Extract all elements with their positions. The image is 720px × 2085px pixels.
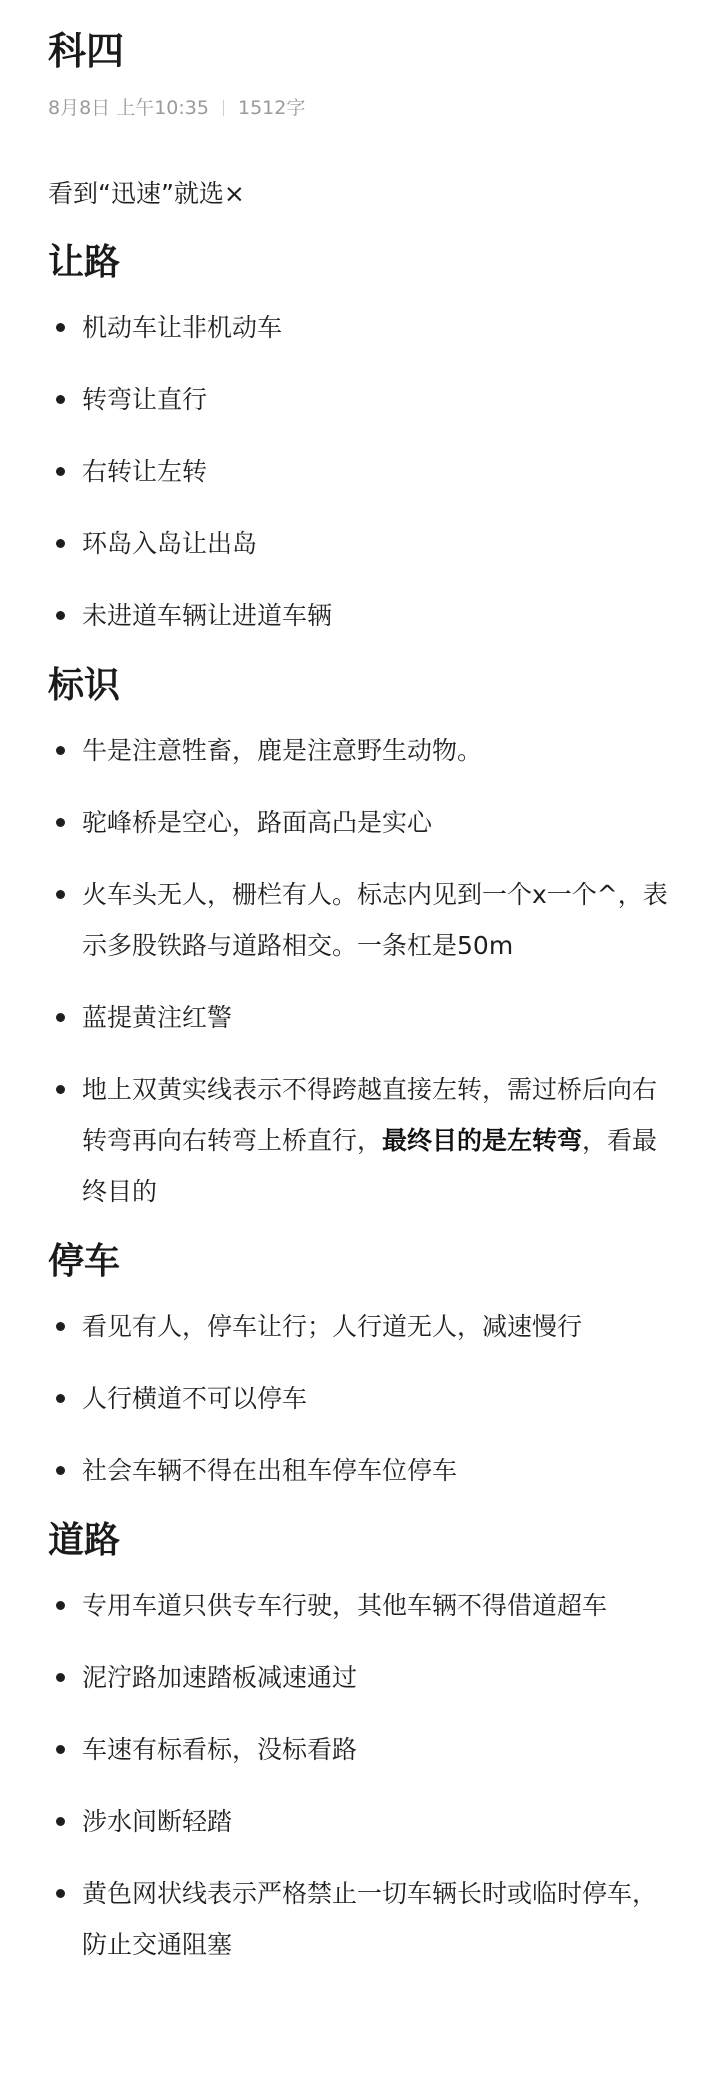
bullet-dot <box>56 1394 65 1403</box>
list-item[interactable]: 泥泞路加速踏板减速通过 <box>48 1652 672 1703</box>
note-meta <box>48 96 672 120</box>
bullet-dot <box>56 1889 65 1898</box>
meta-divider <box>223 100 224 116</box>
bullet-dot <box>56 1466 65 1475</box>
bullet-dot <box>56 1817 65 1826</box>
list-item[interactable]: 机动车让非机动车 <box>48 302 672 353</box>
section-heading-roads[interactable]: 道路 <box>48 1520 121 1561</box>
list-item[interactable]: 未进道车辆让进道车辆 <box>48 590 672 641</box>
list-item[interactable]: 看见有人，停车让行；人行道无人，减速慢行 <box>48 1301 672 1352</box>
list-roads <box>48 1580 672 1970</box>
list-item[interactable]: 地上双黄实线表示不得跨越直接左转，需过桥后向右转弯再向右转弯上桥直行，最终目的是左转弯，看最终目的 <box>48 1064 672 1217</box>
bullet-dot <box>56 1013 65 1022</box>
bullet-dot <box>56 890 65 899</box>
list-yield <box>48 302 672 641</box>
bullet-dot <box>56 467 65 476</box>
bullet-dot <box>56 1085 65 1094</box>
list-item[interactable]: 涉水间断轻踏 <box>48 1796 672 1847</box>
bold-emphasis: 最终目的是左转弯 <box>382 1126 583 1155</box>
list-parking <box>48 1301 672 1496</box>
note-title[interactable]: 科四 <box>48 29 125 73</box>
list-item[interactable]: 火车头无人，栅栏有人。标志内见到一个x一个^，表示多股铁路与道路相交。一条杠是50m <box>48 869 672 971</box>
bullet-dot <box>56 746 65 755</box>
list-item[interactable]: 牛是注意牲畜，鹿是注意野生动物。 <box>48 725 672 776</box>
section-heading-yield[interactable]: 让路 <box>48 242 121 283</box>
list-item[interactable]: 专用车道只供专车行驶，其他车辆不得借道超车 <box>48 1580 672 1631</box>
bullet-dot <box>56 323 65 332</box>
intro-paragraph[interactable]: 看到“迅速”就选× <box>48 179 245 208</box>
bullet-dot <box>56 1322 65 1331</box>
list-item[interactable]: 社会车辆不得在出租车停车位停车 <box>48 1445 672 1496</box>
list-item[interactable]: 驼峰桥是空心，路面高凸是实心 <box>48 797 672 848</box>
list-item[interactable]: 人行横道不可以停车 <box>48 1373 672 1424</box>
bullet-dot <box>56 539 65 548</box>
bullet-dot <box>56 611 65 620</box>
list-item[interactable]: 转弯让直行 <box>48 374 672 425</box>
bullet-dot <box>56 818 65 827</box>
list-signs <box>48 725 672 1217</box>
list-item[interactable]: 蓝提黄注红警 <box>48 992 672 1043</box>
bullet-dot <box>56 1601 65 1610</box>
list-item[interactable]: 车速有标看标，没标看路 <box>48 1724 672 1775</box>
word-count: 1512字 <box>237 97 306 119</box>
list-item[interactable]: 环岛入岛让出岛 <box>48 518 672 569</box>
section-heading-signs[interactable]: 标识 <box>48 665 121 706</box>
list-item[interactable]: 黄色网状线表示严格禁止一切车辆长时或临时停车，防止交通阻塞 <box>48 1868 672 1970</box>
list-item[interactable]: 右转让左转 <box>48 446 672 497</box>
section-heading-parking[interactable]: 停车 <box>48 1241 121 1282</box>
bullet-dot <box>56 1745 65 1754</box>
bullet-dot <box>56 1673 65 1682</box>
bullet-dot <box>56 395 65 404</box>
note-date: 8月8日 上午10:35 <box>48 97 209 119</box>
